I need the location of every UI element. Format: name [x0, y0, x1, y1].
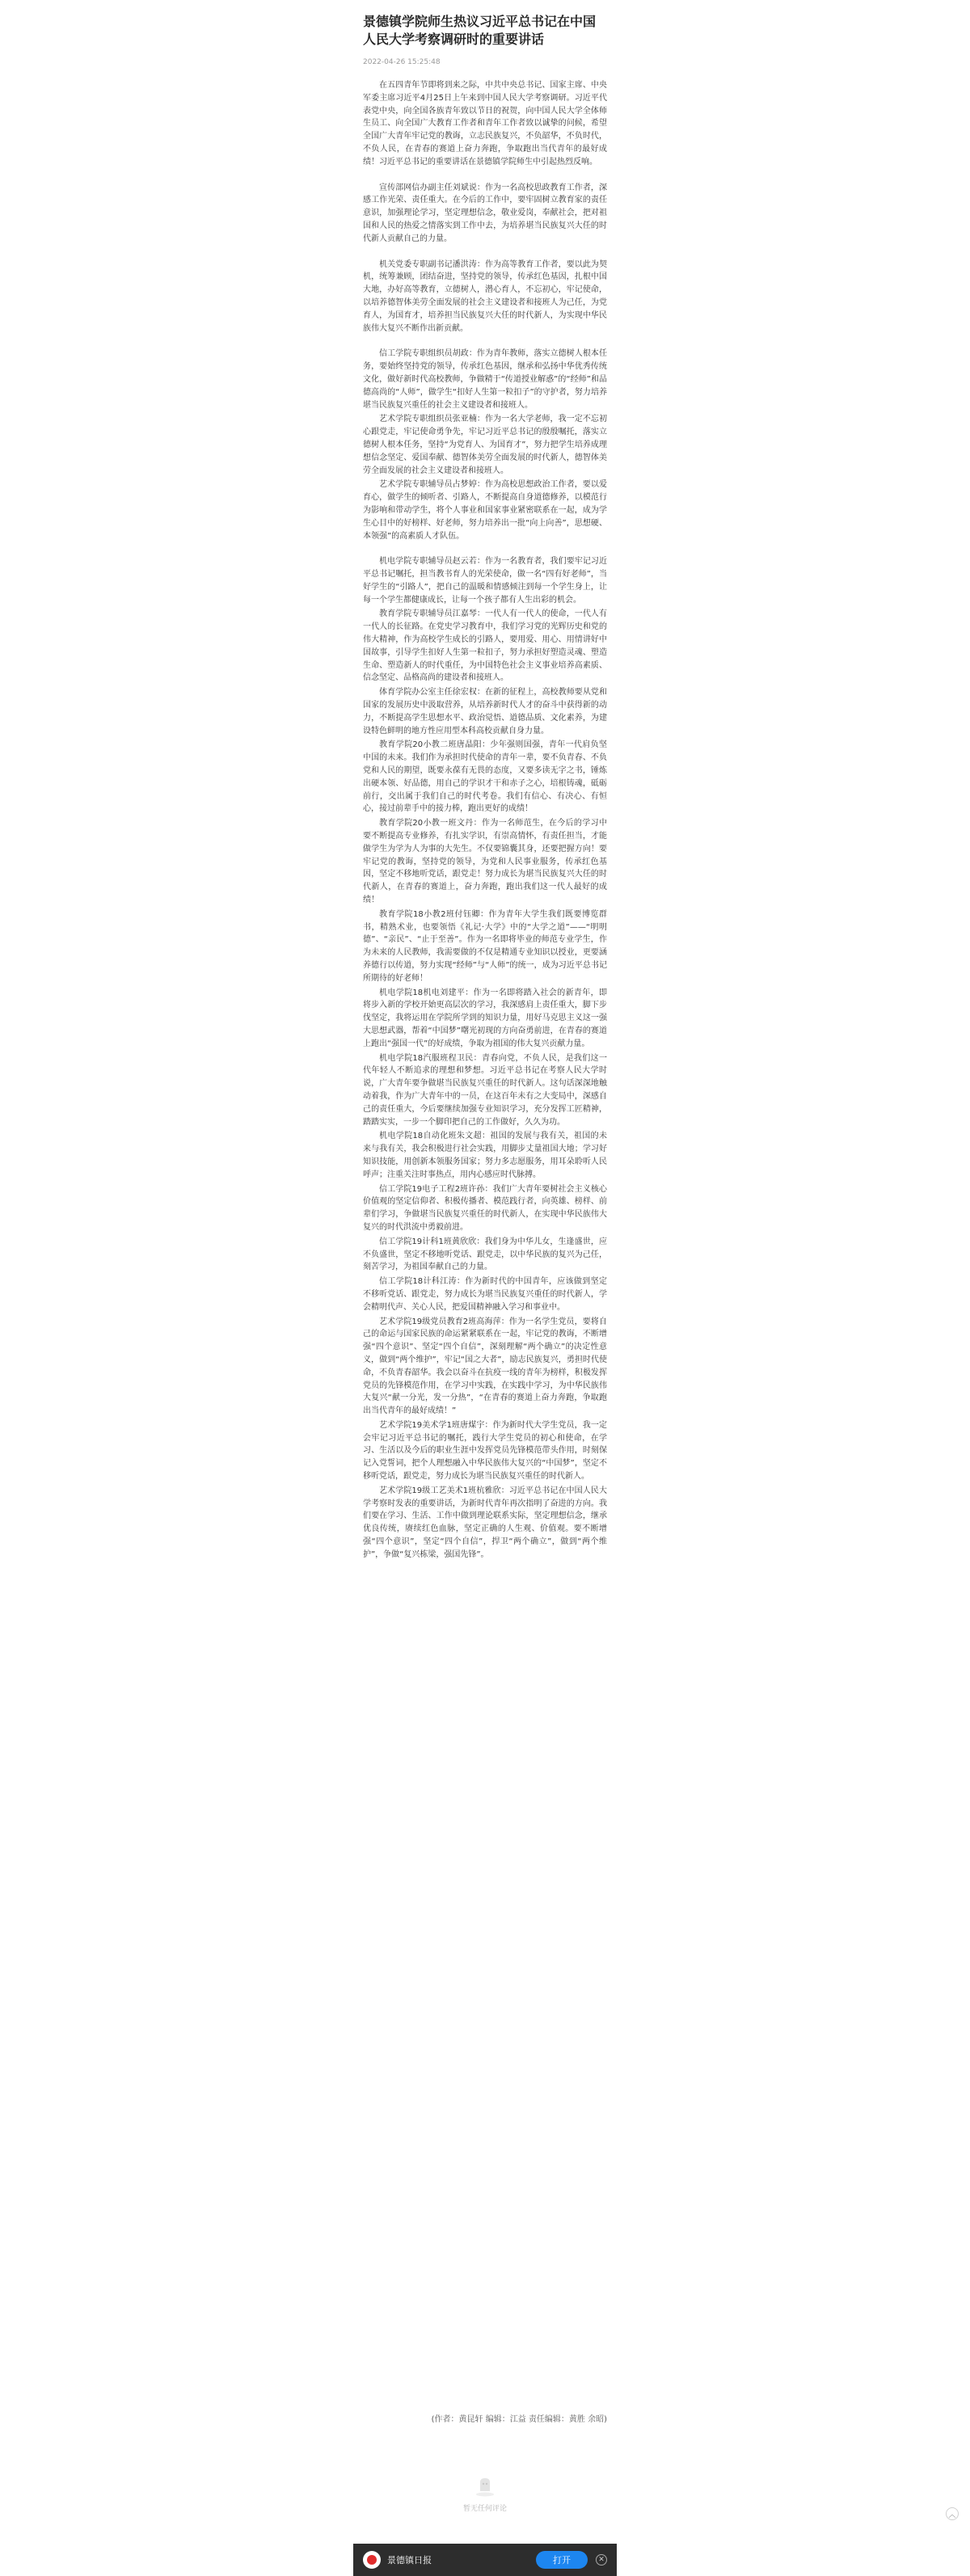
paragraph: 信工学院18计科江涛：作为新时代的中国青年，应该做到坚定不移听党话、跟党走，努力成长为堪当民族复兴重任的时代新人，学会精明代声、关心人民，把爱国精神融入学习和事业中。 [363, 1277, 607, 1312]
paragraph: 艺术学院19美术学1班唐煤宇：作为新时代大学生党员，我一定会牢记习近平总书记的嘱托，践行大学生党员的初心和使命，在学习、生活以及今后的职业生涯中发挥党员先锋模范带头作用，时刻保记入党誓词，把个人理想融入中华民族伟大复兴的“中国梦”，坚定不移听党话，跟党走，努力成长为堪当民族复兴重任的时代新人。 [363, 1420, 607, 1482]
paragraph: 信工学院专职组织员胡政：作为青年教师，落实立德树人根本任务，要始终坚持党的领导，传承红色基因，继承和弘扬中华优秀传统文化，做好新时代高校教师，争做精于“传道授业解惑”的“经师”和品德高尚的“人师”，做学生“扣好人生第一粒扣子”的守护者，努力培养堪当民族复兴重任的社会主义建设者和接班人。 [363, 349, 607, 410]
back-to-top-button[interactable] [946, 2507, 959, 2520]
comments-empty-state [404, 2473, 566, 2513]
paragraph: 机电学院18自动化班朱文超：祖国的发展与我有关，祖国的未来与我有关，我会积极进行社会实践，用脚步丈量祖国大地；学习好知识技能，用创新本领服务国家；努力多志愿服务，用耳朵聆听人民呼声；注重关注时事热点，用内心感应时代脉搏。 [363, 1132, 607, 1179]
paragraph: 体育学院办公室主任徐宏权：在新的征程上，高校教师要从党和国家的发展历史中汲取营养，从培养新时代人才的奋斗中获得新的动力，不断提高学生思想水平、政治觉悟、道德品质、文化素养，为建设特色鲜明的地方性应用型本科高校贡献自身力量。 [363, 688, 607, 736]
paragraph: 教育学院18小教2班付钰卿：作为青年大学生我们既要博览群书，精熟术业，也要领悟《礼记·大学》中的“大学之道”——“明明德”、“亲民”、“止于至善”。作为一名即将毕业的师范专业学生，作为未来的人民教师，我需要做的不仅是精通专业知识以授业，更要涵养德行以传道，努力实现“经师”与“人师”的统一，成为习近平总书记所期待的好老师！ [363, 909, 607, 983]
paragraph: 艺术学院19级工艺美术1班杭雅欣：习近平总书记在中国人民大学考察时发表的重要讲话，为新时代青年再次指明了奋进的方向。我们要在学习、生活、工作中做到理论联系实际，坚定理想信念，继承优良传统，赓续红色血脉，坚定正确的人生观、价值观。要不断增强“四个意识”，坚定“四个自信”，捍卫“两个确立”，做到“两个维护”，争做“复兴栋梁，强国先锋”。 [363, 1486, 607, 1559]
paragraph: 艺术学院专职组织员张亚楠：作为一名大学老师，我一定不忘初心跟党走，牢记使命勇争先，牢记习近平总书记的殷殷嘱托，落实立德树人根本任务，坚持“为党育人、为国育才”，努力把学生培养成理想信念坚定、爱国奉献、德智体美劳全面发展的时代新人，德智体美劳全面发展的社会主义建设者和接班人。 [363, 415, 607, 475]
close-icon: ✕ [598, 2556, 605, 2564]
paragraph: 信工学院19电子工程2班许孙：我们广大青年要树社会主义核心价值观的坚定信仰者、积极传播者、模范践行者，向英雄、榜样、前辈们学习，争做堪当民族复兴重任的时代新人，在实现中华民族伟大复兴的时代洪流中勇毅前进。 [363, 1184, 607, 1232]
paragraph: 艺术学院19级党员教育2班高海萍：作为一名学生党员，要将自己的命运与国家民族的命运紧紧联系在一起，牢记党的教诲，不断增强“四个意识”、坚定“四个自信”，深刻理解“两个确立”的决定性意义，做到“两个维护”，牢记“国之大者”，励志民族复兴，勇担时代使命，不负青春韶华。我会以奋斗在抗疫一线的青年为榜样，积极发挥党员的先锋模范作用，在学习中实践，在实践中学习，为中华民族伟大复兴“献一分光，发一分热”，“在青春的赛道上奋力奔跑，争取跑出当代青年的最好成绩！” [363, 1317, 607, 1416]
close-app-bar-button[interactable] [596, 2554, 607, 2565]
paragraph: 机电学院18机电刘建平：作为一名即将踏入社会的新青年，即将步入新的学校开始更高层次的学习，我深感肩上责任重大，脚下步伐坚定，我将运用在学院所学到的知识力量，用好马克思主义这一强大思想武器，帮着“中国梦”曙光初现的方向奋勇前进，在青春的赛道上跑出“强国一代”的好成绩，争取为祖国的伟大复兴贡献力量。 [363, 988, 607, 1048]
article-body [363, 79, 607, 1562]
article [363, 0, 607, 1563]
app-logo-icon [363, 2551, 381, 2569]
app-download-bar [353, 2544, 617, 2576]
paragraph: 艺术学院专职辅导员占梦婷：作为高校思想政治工作者，要以爱育心，做学生的倾听者、引路人，不断提高自身道德修养，以模范行为影响和带动学生，将个人事业和国家事业紧密联系在一起，成为学生心目中的好榜样、好老师，努力培养出一批“向上向善”，思想硬、本领强”的高素质人才队伍。 [363, 480, 607, 541]
back-to-top-icon: ︿ [948, 2511, 956, 2519]
paragraph: 宣传部网信办副主任刘斌说：作为一名高校思政教育工作者，深感工作光荣、责任重大。在今后的工作中，要牢固树立教育家的责任意识，加强理论学习，坚定理想信念，敬业爱岗，奉献社会，把对祖国和人民的热爱之情落实到工作中去，为培养堪当民族复兴大任的时代新人贡献自己的力量。 [363, 183, 607, 243]
paragraph: 在五四青年节即将到来之际，中共中央总书记、国家主席、中央军委主席习近平4月25日上午来到中国人民大学考察调研。习近平代表党中央，向全国各族青年致以节日的祝贺，向中国人民大学全体师生员工、向全国广大教育工作者和青年工作者致以诚挚的问候，希望全国广大青年牢记党的教诲，立志民族复兴，不负韶华，不负时代，不负人民，在青春的赛道上奋力奔跑，争取跑出当代青年的最好成绩！习近平总书记的重要讲话在景德镇学院师生中引起热烈反响。 [363, 81, 607, 167]
paragraph: 教育学院专职辅导员江嘉琴：一代人有一代人的使命，一代人有一代人的长征路。在党史学习教育中，我们学习党的光辉历史和党的伟大精神，作为高校学生成长的引路人，要用爱、用心、用情讲好中国故事，引导学生扣好人生第一粒扣子，努力承担好塑造灵魂、塑造生命、塑造新人的时代重任，为中国特色社会主义事业培养高素质、信念坚定、品格高尚的建设者和接班人。 [363, 609, 607, 683]
paragraph: 信工学院19计科1班黄欣欣：我们身为中华儿女，生逢盛世，应不负盛世，坚定不移地听党话、跟党走，以中华民族的复兴为己任，刻苦学习，为祖国奉献自己的力量。 [363, 1237, 607, 1272]
paragraph: 教育学院20小教一班文丹：作为一名师范生，在今后的学习中要不断提高专业修养，有扎实学识，有崇高情怀，有责任担当，才能做学生为学为人为事的大先生。不仅要锦囊其身，还要把握方向！要牢记党的教诲，坚持党的领导，为党和人民事业服务，传承红色基因，坚定不移地听党话，跟党走！努力成长为堪当民族复兴大任的时代新人，在青春的赛道上，奋力奔跑，跑出我们这一代人最好的成绩！ [363, 819, 607, 905]
article-datetime: 2022-04-26 15:25:48 [363, 58, 441, 66]
comments-empty-text: 暂无任何评论 [462, 2505, 507, 2513]
article-credits: (作者：黄昆轩 编辑：江益 责任编辑：黄胜 余昭) [431, 2415, 607, 2424]
paragraph: 机电学院专职辅导员赵云若：作为一名教育者，我们要牢记习近平总书记嘱托，担当教书育人的光荣使命，做一名“四有好老师”，当好学生的“引路人”，把自己的温暖和情感倾注到每一个学生身上，让每一个学生都健康成长，让每一个孩子都有人生出彩的机会。 [363, 557, 607, 605]
paragraph: 教育学院20小教二班唐晶阳：少年强则国强，青年一代肩负坚中国的未来。我们作为承担时代使命的青年一辈，要不负青春、不负党和人民的期望，既要永葆有无畏的态度，又要多读无字之书，锤炼出硬本领、好品德，用自己的学识才干和赤子之心，培根铸魂，砥砺前行，交出属于我们自己的时代考卷。我们有信心、有决心、有恒心，接过前辈手中的接力棒，跑出更好的成绩！ [363, 740, 607, 814]
open-app-button[interactable]: 打开 [536, 2551, 588, 2569]
article-title: 景德镇学院师生热议习近平总书记在中国人民大学考察调研时的重要讲话 [363, 14, 597, 47]
paragraph: 机电学院18汽服班程卫民：青春向党，不负人民，是我们这一代年轻人不断追求的理想和梦想。习近平总书记在考察人民大学时说，广大青年要争做堪当民族复兴重任的时代新人。这句话深深地触动着我，作为广大青年中的一员，在这百年未有之大变局中，深感自己的责任重大，今后要继续加强专业知识学习，充分发挥工匠精神，踏踏实实，一步一个脚印把自己的工作做好，久久为功。 [363, 1053, 607, 1127]
paragraph: 机关党委专职副书记潘洪涛：作为高等教育工作者，要以此为契机，统筹兼顾，团结奋进，坚持党的领导，传承红色基因，扎根中国大地，办好高等教育，立德树人，潜心育人，不忘初心，牢记使命，以培养德智体美劳全面发展的社会主义建设者和接班人为己任，为党育人，为国育才，培养担当民族复兴大任的时代新人，为实现中华民族伟大复兴不断作出新贡献。 [363, 259, 607, 333]
app-name: 景德镇日报 [387, 2555, 432, 2565]
empty-comment-icon [473, 2473, 497, 2498]
